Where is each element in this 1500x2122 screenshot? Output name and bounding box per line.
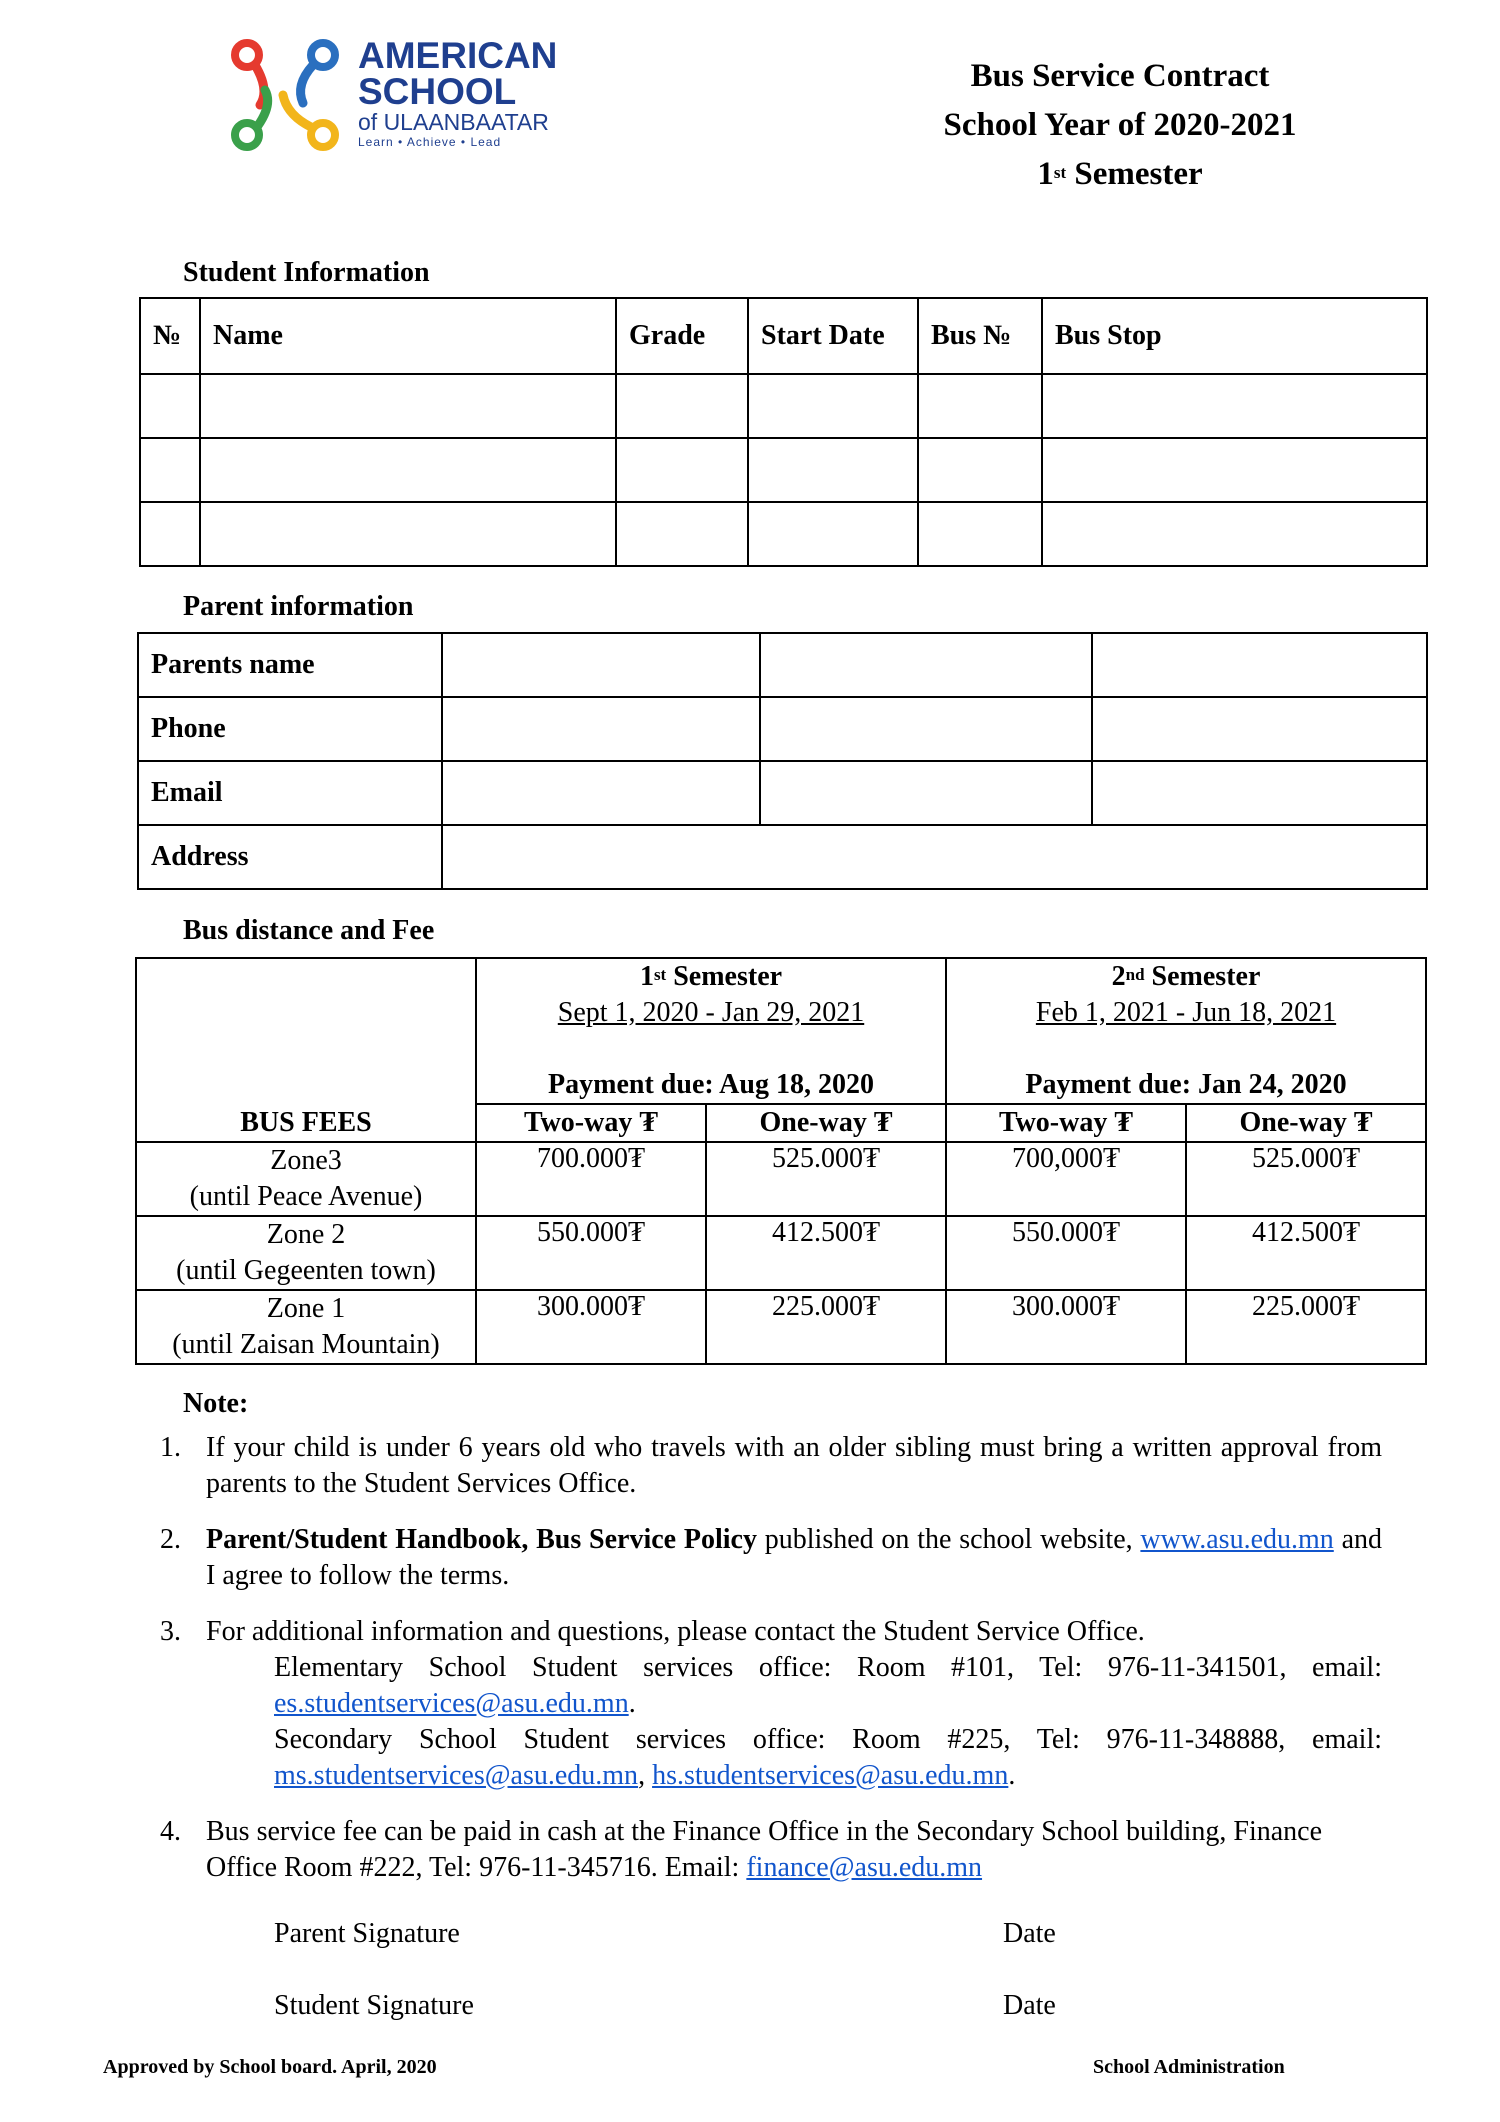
note-item bbox=[160, 1814, 1382, 1886]
parent-info-title: Parent information bbox=[183, 591, 414, 622]
sem1-header bbox=[476, 958, 946, 1104]
student-row bbox=[140, 374, 1427, 438]
fee-row bbox=[136, 1142, 1426, 1216]
logo-line-american: AMERICAN bbox=[358, 35, 558, 76]
sem2-dates: Feb 1, 2021 - Jun 18, 2021 bbox=[1035, 997, 1337, 1028]
student-start-date-cell[interactable] bbox=[748, 502, 918, 566]
es-office-text: Elementary School Student services office: Room #101, Tel: 976-11-341501, email: bbox=[274, 1652, 1382, 1683]
es-email-link[interactable]: es.studentservices@asu.edu.mn bbox=[274, 1688, 629, 1719]
sem2-one-way-header: One-way ₮ bbox=[1186, 1104, 1426, 1142]
parents-name-cell-1[interactable] bbox=[442, 633, 760, 697]
parent-row bbox=[138, 633, 1427, 697]
sem2-num: 2 bbox=[1111, 961, 1126, 992]
note-item bbox=[160, 1430, 1382, 1502]
note-text: If your child is under 6 years old who travels with an older sibling must bring a written approval from parents to the Student Services Office. bbox=[206, 1432, 1382, 1499]
student-grade-cell[interactable] bbox=[616, 374, 748, 438]
student-bus-no-cell[interactable] bbox=[918, 502, 1042, 566]
note-title: Note: bbox=[183, 1388, 249, 1419]
sem2-two-way-header: Two-way ₮ bbox=[946, 1104, 1186, 1142]
ss-office-info: Secondary School Student services office: Room #225, Tel: 976-11-348888, email: ms.studentservices@asu.edu.mn, hs.studentservices@asu.edu.mn. bbox=[274, 1724, 1382, 1791]
note-text bbox=[206, 1522, 1382, 1594]
school-logo-icon bbox=[225, 35, 355, 155]
note-number: 3. bbox=[160, 1616, 181, 1647]
fee-value: 550.000₮ bbox=[476, 1216, 706, 1290]
title-sem-sup: st bbox=[1053, 163, 1067, 182]
parent-row bbox=[138, 761, 1427, 825]
student-grade-cell[interactable] bbox=[616, 438, 748, 502]
note-number: 2. bbox=[160, 1524, 181, 1555]
address-label: Address bbox=[138, 825, 442, 889]
zone-desc: (until Zaisan Mountain) bbox=[172, 1329, 440, 1360]
bus-fees-label: BUS FEES bbox=[136, 958, 476, 1142]
sem1-num: 1 bbox=[639, 961, 654, 992]
zone-cell bbox=[136, 1216, 476, 1290]
fee-value: 700.000₮ bbox=[476, 1142, 706, 1216]
phone-cell-2[interactable] bbox=[760, 697, 1092, 761]
title-line-1: Bus Service Contract bbox=[970, 58, 1270, 94]
parent-row bbox=[138, 697, 1427, 761]
zone-name: Zone3 bbox=[270, 1145, 342, 1176]
zone-cell bbox=[136, 1142, 476, 1216]
student-start-date-cell[interactable] bbox=[748, 438, 918, 502]
student-bus-stop-cell[interactable] bbox=[1042, 502, 1427, 566]
note-item bbox=[160, 1614, 1382, 1794]
zone-cell bbox=[136, 1290, 476, 1364]
parents-name-cell-3[interactable] bbox=[1092, 633, 1427, 697]
note-text bbox=[206, 1814, 1382, 1886]
fee-row bbox=[136, 1290, 1426, 1364]
student-bus-no-cell[interactable] bbox=[918, 438, 1042, 502]
footer-approved: Approved by School board. April, 2020 bbox=[103, 2056, 437, 2078]
student-header-row bbox=[140, 298, 1427, 374]
parent-row bbox=[138, 825, 1427, 889]
student-info-table bbox=[139, 297, 1428, 567]
sem1-dates: Sept 1, 2020 - Jan 29, 2021 bbox=[557, 997, 865, 1028]
sem2-title bbox=[951, 959, 1421, 995]
hs-email-link[interactable]: hs.studentservices@asu.edu.mn bbox=[652, 1760, 1009, 1791]
col-name-header: Name bbox=[200, 298, 616, 374]
fee-value: 525.000₮ bbox=[1186, 1142, 1426, 1216]
student-name-cell[interactable] bbox=[200, 438, 616, 502]
title-sem-num: 1 bbox=[1037, 156, 1054, 192]
phone-label: Phone bbox=[138, 697, 442, 761]
footer-administration: School Administration bbox=[1093, 2056, 1285, 2078]
email-cell-3[interactable] bbox=[1092, 761, 1427, 825]
fee-value: 225.000₮ bbox=[706, 1290, 946, 1364]
school-logo-text bbox=[358, 35, 598, 150]
logo-line-ulaanbaatar: of ULAANBAATAR bbox=[358, 109, 549, 135]
sem1-title bbox=[481, 959, 941, 995]
note-text-part: published on the school website, bbox=[756, 1524, 1141, 1555]
sem2-header bbox=[946, 958, 1426, 1104]
fee-value: 550.000₮ bbox=[946, 1216, 1186, 1290]
student-bus-stop-cell[interactable] bbox=[1042, 374, 1427, 438]
fee-value: 300.000₮ bbox=[476, 1290, 706, 1364]
student-bus-no-cell[interactable] bbox=[918, 374, 1042, 438]
zone-name: Zone 1 bbox=[266, 1293, 346, 1324]
student-name-cell[interactable] bbox=[200, 502, 616, 566]
handbook-policy-title: Parent/Student Handbook, Bus Service Policy bbox=[206, 1524, 757, 1555]
parents-name-label: Parents name bbox=[138, 633, 442, 697]
col-start-date-header: Start Date bbox=[748, 298, 918, 374]
es-office-info: Elementary School Student services office: Room #101, Tel: 976-11-341501, email: es.studentservices@asu.edu.mn. bbox=[274, 1652, 1382, 1719]
col-bus-stop-header: Bus Stop bbox=[1042, 298, 1427, 374]
student-name-cell[interactable] bbox=[200, 374, 616, 438]
bus-fee-table bbox=[135, 957, 1427, 1365]
col-bus-no-header: Bus № bbox=[918, 298, 1042, 374]
zone-desc: (until Peace Avenue) bbox=[189, 1181, 423, 1212]
note-number: 4. bbox=[160, 1816, 181, 1847]
col-no-header: № bbox=[140, 298, 200, 374]
sem1-one-way-header: One-way ₮ bbox=[706, 1104, 946, 1142]
sem1-two-way-header: Two-way ₮ bbox=[476, 1104, 706, 1142]
student-row bbox=[140, 502, 1427, 566]
logo-tagline: Learn • Achieve • Lead bbox=[358, 135, 502, 149]
note-text: For additional information and questions, please contact the Student Service Office. bbox=[206, 1616, 1145, 1647]
email-cell-2[interactable] bbox=[760, 761, 1092, 825]
email-cell-1[interactable] bbox=[442, 761, 760, 825]
sem1-sup: st bbox=[653, 965, 667, 984]
ss-office-text: Secondary School Student services office: Room #225, Tel: 976-11-348888, email: bbox=[274, 1724, 1382, 1755]
school-website-link[interactable]: www.asu.edu.mn bbox=[1140, 1524, 1334, 1555]
sem2-label: Semester bbox=[1144, 961, 1261, 992]
student-grade-cell[interactable] bbox=[616, 502, 748, 566]
address-cell[interactable] bbox=[442, 825, 1427, 889]
student-row bbox=[140, 438, 1427, 502]
fee-value: 225.000₮ bbox=[1186, 1290, 1426, 1364]
sem1-payment-due: Payment due: Aug 18, 2020 bbox=[548, 1069, 874, 1100]
notes-list bbox=[160, 1430, 1382, 1906]
student-signature-label: Student Signature bbox=[274, 1990, 474, 2021]
note-text-part: Bus service fee can be paid in cash at the Finance Office in the Secondary School building, Finance Office Room #222, Tel: 976-11-345716. Email: bbox=[206, 1816, 1323, 1883]
parents-name-cell-2[interactable] bbox=[760, 633, 1092, 697]
email-label: Email bbox=[138, 761, 442, 825]
zone-desc: (until Gegeenten town) bbox=[176, 1255, 436, 1286]
phone-cell-1[interactable] bbox=[442, 697, 760, 761]
fee-row bbox=[136, 1216, 1426, 1290]
title-sem-label: Semester bbox=[1066, 156, 1203, 192]
note-text-part: and I agree to follow the terms. bbox=[206, 1524, 1382, 1591]
zone-name: Zone 2 bbox=[266, 1219, 346, 1250]
fee-value: 412.500₮ bbox=[706, 1216, 946, 1290]
fee-value: 300.000₮ bbox=[946, 1290, 1186, 1364]
bus-fee-title: Bus distance and Fee bbox=[183, 915, 435, 946]
note-item bbox=[160, 1522, 1382, 1594]
student-date-label: Date bbox=[1003, 1990, 1056, 2021]
logo-line-school: SCHOOL bbox=[358, 71, 517, 112]
fee-value: 412.500₮ bbox=[1186, 1216, 1426, 1290]
phone-cell-3[interactable] bbox=[1092, 697, 1427, 761]
fee-value: 525.000₮ bbox=[706, 1142, 946, 1216]
student-no-cell[interactable] bbox=[140, 438, 200, 502]
ms-email-link[interactable]: ms.studentservices@asu.edu.mn bbox=[274, 1760, 639, 1791]
sem1-label: Semester bbox=[666, 961, 783, 992]
finance-email-link[interactable]: finance@asu.edu.mn bbox=[746, 1852, 983, 1883]
note-number: 1. bbox=[160, 1432, 181, 1463]
parent-date-label: Date bbox=[1003, 1918, 1056, 1949]
fee-header-row bbox=[136, 958, 1426, 1104]
title-line-3 bbox=[860, 150, 1380, 199]
student-bus-stop-cell[interactable] bbox=[1042, 438, 1427, 502]
title-line-2: School Year of 2020-2021 bbox=[943, 107, 1297, 143]
student-start-date-cell[interactable] bbox=[748, 374, 918, 438]
sem2-sup: nd bbox=[1125, 965, 1145, 984]
document-title bbox=[860, 52, 1380, 199]
student-no-cell[interactable] bbox=[140, 502, 200, 566]
student-info-title: Student Information bbox=[183, 257, 430, 288]
parent-info-table bbox=[137, 632, 1428, 890]
col-grade-header: Grade bbox=[616, 298, 748, 374]
student-no-cell[interactable] bbox=[140, 374, 200, 438]
sem2-payment-due: Payment due: Jan 24, 2020 bbox=[1025, 1069, 1347, 1100]
fee-value: 700,000₮ bbox=[946, 1142, 1186, 1216]
parent-signature-label: Parent Signature bbox=[274, 1918, 460, 1949]
